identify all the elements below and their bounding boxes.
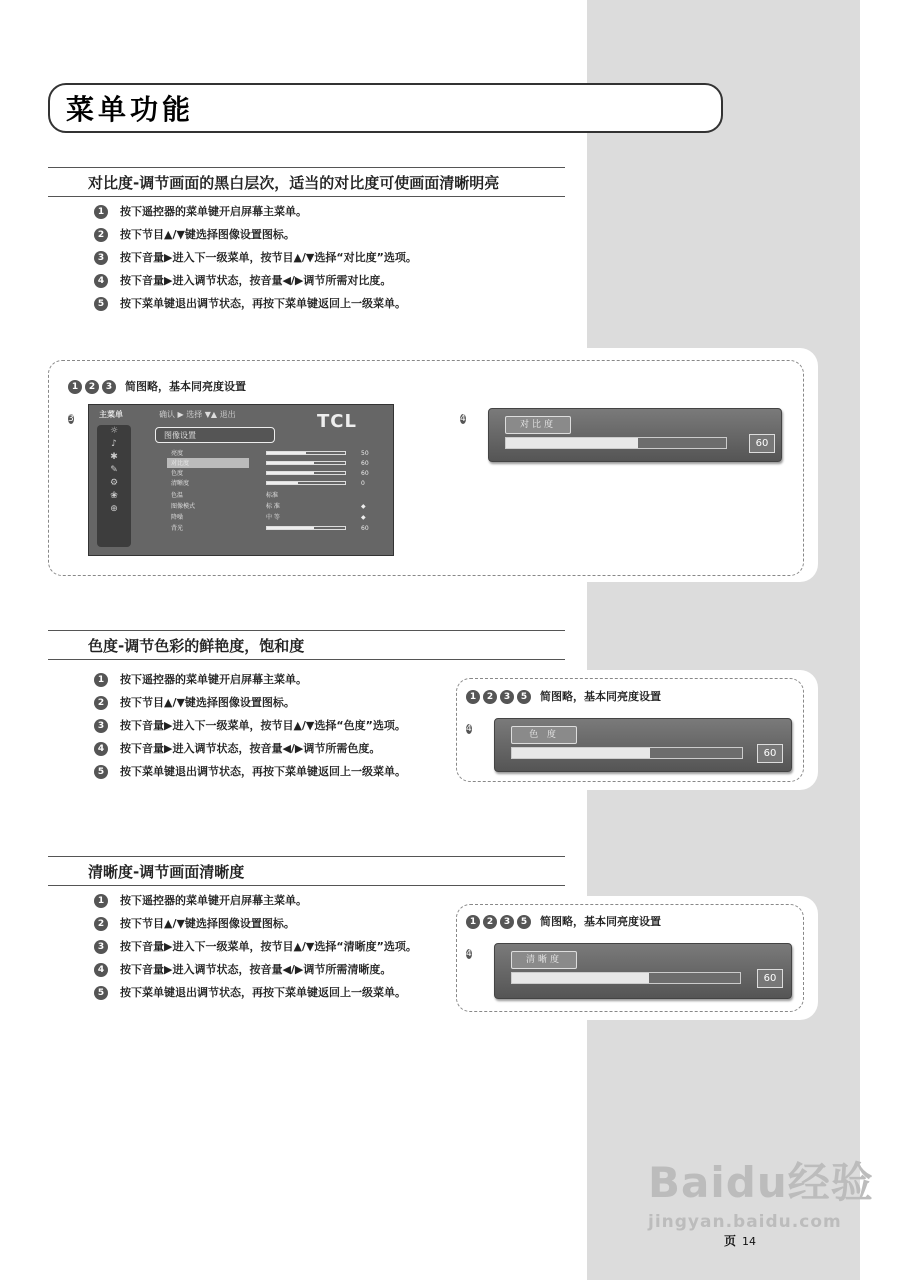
- settings-icon: ⚙: [109, 478, 119, 488]
- osd-fill: [512, 973, 649, 983]
- page-title: 菜单功能: [66, 93, 195, 126]
- tv-row-value: ◆: [361, 503, 366, 510]
- step-item: [94, 916, 454, 932]
- osd-track: [511, 972, 741, 984]
- step-text: 按下节目▲/▼键选择图像设置图标。: [120, 228, 295, 241]
- osd-sharpness: [494, 943, 792, 999]
- step-text: 按下遥控器的菜单键开启屏幕主菜单。: [120, 673, 307, 686]
- tv-row-value: 0: [361, 480, 365, 487]
- tv-row: [151, 491, 381, 500]
- step-number: 4: [94, 274, 108, 288]
- tv-row-label: 色温: [171, 492, 184, 499]
- step-number: 2: [94, 917, 108, 931]
- tv-row-value: 60: [361, 470, 369, 477]
- step-number: 1: [94, 894, 108, 908]
- section-heading-sharpness: 清晰度-调节画面清晰度: [48, 856, 565, 886]
- step-number: 1: [94, 205, 108, 219]
- step-number: 5: [94, 986, 108, 1000]
- figure-caption: [466, 688, 661, 704]
- caption-number: 1: [68, 380, 82, 394]
- caption-number: 2: [85, 380, 99, 394]
- tv-row: [151, 469, 381, 478]
- step-number: 4: [94, 742, 108, 756]
- osd-value: 60: [757, 969, 783, 988]
- callout: [68, 406, 86, 426]
- step-item: [94, 227, 454, 243]
- tv-row-label: 亮度: [171, 450, 184, 457]
- step-item: [94, 939, 454, 955]
- caption-number: 3: [500, 690, 514, 704]
- step-text: 按下音量▶进入下一级菜单，按节目▲/▼选择“对比度”选项。: [120, 251, 417, 264]
- extra-icon: ⊕: [110, 504, 118, 514]
- feature-icon: ✱: [110, 452, 118, 462]
- step-text: 按下音量▶进入下一级菜单，按节目▲/▼选择“色度”选项。: [120, 719, 406, 732]
- tv-row-value: 60: [361, 525, 369, 532]
- step-text: 按下遥控器的菜单键开启屏幕主菜单。: [120, 205, 307, 218]
- osd-color: [494, 718, 792, 772]
- callout: [466, 941, 484, 961]
- step-number: 1: [94, 673, 108, 687]
- step-number: 5: [94, 297, 108, 311]
- tv-row-text: 标 准: [266, 503, 280, 510]
- tv-row-bar: [266, 526, 346, 530]
- tv-main-label: 主菜单: [99, 410, 123, 419]
- step-number: 5: [94, 765, 108, 779]
- step-number: 3: [94, 251, 108, 265]
- caption-number: 2: [483, 915, 497, 929]
- steps-color: [94, 672, 454, 787]
- tv-row: [151, 479, 381, 488]
- step-item: [94, 741, 454, 757]
- caption-text: 简图略，基本同亮度设置: [125, 380, 246, 393]
- tv-row-value: 60: [361, 460, 369, 467]
- osd-label: 清晰度: [511, 951, 577, 969]
- osd-track: [511, 747, 743, 759]
- tv-row-label: 色度: [171, 470, 184, 477]
- tv-row-label: 降噪: [171, 514, 184, 521]
- tv-submenu-title: 图像设置: [155, 427, 275, 443]
- steps-contrast: [94, 204, 454, 319]
- callout-number: 4: [460, 414, 466, 424]
- callout: [460, 406, 478, 426]
- title-box: [48, 83, 723, 133]
- tcl-logo: TCL: [317, 411, 357, 432]
- osd-label: 对比度: [505, 416, 571, 434]
- step-text: 按下节目▲/▼键选择图像设置图标。: [120, 696, 295, 709]
- step-text: 按下遥控器的菜单键开启屏幕主菜单。: [120, 894, 307, 907]
- callout: [466, 716, 484, 736]
- tv-row-label: 图像模式: [171, 503, 196, 510]
- tv-row-label: 清晰度: [171, 480, 190, 487]
- tv-nav-hint: 确认 ▶ 选择 ▼▲ 退出: [159, 410, 236, 419]
- figure-caption: [466, 913, 661, 929]
- tv-row-bar: [266, 461, 346, 465]
- tv-row-bar: [266, 471, 346, 475]
- edit-icon: ✎: [110, 465, 118, 475]
- callout-number: 4: [466, 724, 472, 734]
- page-number: [724, 1232, 756, 1249]
- step-text: 按下节目▲/▼键选择图像设置图标。: [120, 917, 295, 930]
- tv-row-bar-fill: [267, 462, 314, 464]
- tv-row: [151, 459, 381, 468]
- tv-icon-column: [97, 425, 131, 547]
- tv-row-bar-fill: [267, 482, 298, 484]
- osd-track: [505, 437, 727, 449]
- step-item: [94, 296, 454, 312]
- step-item: [94, 718, 454, 734]
- tv-row: [151, 449, 381, 458]
- step-text: 按下音量▶进入调节状态，按音量◀/▶调节所需色度。: [120, 742, 381, 755]
- osd-value: 60: [749, 434, 775, 453]
- caption-number: 3: [500, 915, 514, 929]
- step-item: [94, 985, 454, 1001]
- tv-row-text: 中 等: [266, 514, 280, 521]
- caption-number: 1: [466, 690, 480, 704]
- step-text: 按下菜单键退出调节状态，再按下菜单键返回上一级菜单。: [120, 765, 406, 778]
- tv-row-bar: [266, 481, 346, 485]
- page-number-value: 14: [742, 1235, 757, 1248]
- tv-row-bar-fill: [267, 472, 314, 474]
- step-number: 3: [94, 719, 108, 733]
- step-item: [94, 962, 454, 978]
- tv-row: [151, 524, 381, 533]
- osd-value: 60: [757, 744, 783, 763]
- step-text: 按下音量▶进入调节状态，按音量◀/▶调节所需对比度。: [120, 274, 392, 287]
- theme-icon: ❀: [110, 491, 118, 501]
- step-number: 4: [94, 963, 108, 977]
- side-panel: [587, 0, 860, 1280]
- step-number: 2: [94, 696, 108, 710]
- tv-row-bar: [266, 451, 346, 455]
- osd-contrast: [488, 408, 782, 462]
- steps-sharpness: [94, 893, 454, 1008]
- brightness-icon: ☼: [109, 426, 119, 436]
- tv-row-label: 背光: [171, 525, 184, 532]
- step-item: [94, 250, 454, 266]
- caption-number: 5: [517, 690, 531, 704]
- step-item: [94, 672, 454, 688]
- tv-row-text: 标准: [266, 492, 279, 499]
- caption-number: 5: [517, 915, 531, 929]
- tv-row-bar-fill: [267, 527, 314, 529]
- step-item: [94, 893, 454, 909]
- watermark: [648, 1150, 874, 1232]
- step-item: [94, 764, 454, 780]
- step-text: 按下菜单键退出调节状态，再按下菜单键返回上一级菜单。: [120, 986, 406, 999]
- figure-caption: [68, 378, 246, 394]
- sound-icon: ♪: [111, 439, 117, 449]
- section-heading-contrast: 对比度-调节画面的黑白层次，适当的对比度可使画面清晰明亮: [48, 167, 565, 197]
- step-number: 2: [94, 228, 108, 242]
- step-item: [94, 204, 454, 220]
- step-number: 3: [94, 940, 108, 954]
- step-item: [94, 273, 454, 289]
- tv-settings-panel: [151, 447, 381, 541]
- caption-text: 简图略，基本同亮度设置: [540, 915, 661, 928]
- callout-number: 3: [68, 414, 74, 424]
- callout-number: 4: [466, 949, 472, 959]
- step-item: [94, 695, 454, 711]
- tv-row-value: ◆: [361, 514, 366, 521]
- caption-text: 简图略，基本同亮度设置: [540, 690, 661, 703]
- watermark-brand: Baidu经验: [648, 1158, 874, 1207]
- osd-fill: [512, 748, 650, 758]
- caption-number: 1: [466, 915, 480, 929]
- tv-row: [151, 513, 381, 522]
- osd-fill: [506, 438, 638, 448]
- section-heading-color: 色度-调节色彩的鲜艳度，饱和度: [48, 630, 565, 660]
- caption-number: 2: [483, 690, 497, 704]
- caption-number: 3: [102, 380, 116, 394]
- tv-row-bar-fill: [267, 452, 306, 454]
- osd-label: 色 度: [511, 726, 577, 744]
- step-text: 按下音量▶进入调节状态，按音量◀/▶调节所需清晰度。: [120, 963, 392, 976]
- tv-row-value: 50: [361, 450, 369, 457]
- watermark-url: jingyan.baidu.com: [648, 1212, 842, 1232]
- tv-row: [151, 502, 381, 511]
- step-text: 按下菜单键退出调节状态，再按下菜单键返回上一级菜单。: [120, 297, 406, 310]
- tv-row-label: 对比度: [171, 460, 190, 467]
- step-text: 按下音量▶进入下一级菜单，按节目▲/▼选择“清晰度”选项。: [120, 940, 417, 953]
- page-label: 页: [724, 1234, 737, 1248]
- tv-menu-screenshot: [88, 404, 394, 556]
